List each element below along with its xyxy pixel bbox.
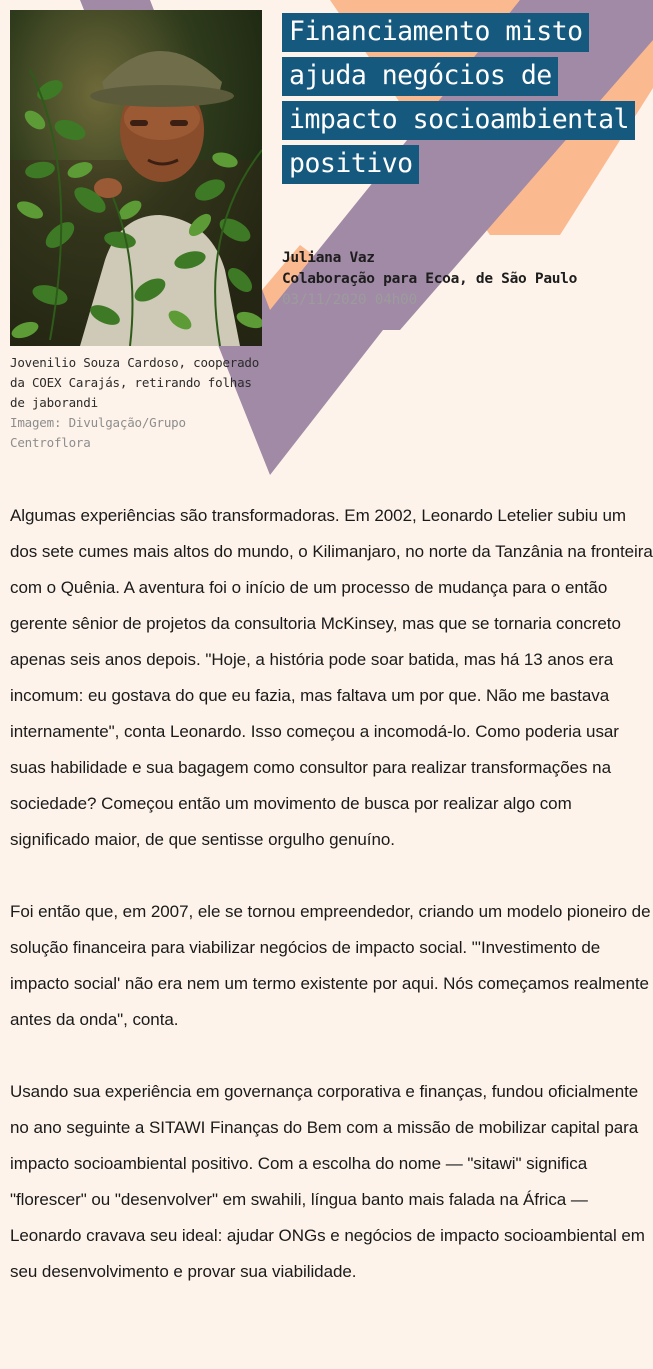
article-body [10, 498, 653, 1326]
photo-credit: Imagem: Divulgação/Grupo Centroflora [10, 415, 186, 450]
article-paragraph-2: Foi então que, em 2007, ele se tornou empreendedor, criando um modelo pioneiro de solução financeira para viabilizar negócios de impacto social. "'Investimento de impacto social' não era nem um termo existente por aqui. Nós começamos realmente antes da onda", conta. [10, 902, 651, 1029]
author-name[interactable]: Juliana Vaz [282, 250, 375, 266]
photo-caption [10, 353, 260, 453]
byline [282, 248, 652, 311]
article-paragraph-3: Usando sua experiência em governança corporativa e finanças, fundou oficialmente no ano seguinte a SITAWI Finanças do Bem com a missão de mobilizar capital para impacto socioambiental positivo. Com a escolha do nome — "sitawi" significa "florescer" ou "desenvolver" em swahili, língua banto mais falada na África — Leonardo cravava seu ideal: ajudar ONGs e negócios de impacto socioambiental em seu desenvolvimento e provar sua viabilidade. [10, 1082, 645, 1281]
article-headline [282, 10, 648, 186]
article-paragraph-1: Algumas experiências são transformadoras. Em 2002, Leonardo Letelier subiu um dos sete cumes mais altos do mundo, o Kilimanjaro, no norte da Tanzânia na fronteira com o Quênia. A aventura foi o início de um processo de mudança para o então gerente sênior de projetos da consultoria McKinsey, mas que se tornaria concreto apenas seis anos depois. "Hoje, a história pode soar batida, mas há 13 anos era incomum: eu gostava do que eu fazia, mas faltava um por que. Não me bastava internamente", conta Leonardo. Isso começou a incomodá-lo. Como poderia usar suas habilidade e sua bagagem como consultor para realizar transformações na sociedade? Começou então um movimento de busca por realizar algo com significado maior, de que sentisse orgulho genuíno. [10, 506, 653, 849]
headline-text: Financiamento misto ajuda negócios de impacto socioambiental positivo [282, 13, 635, 184]
photo-caption-text: Jovenilio Souza Cardoso, cooperado da COEX Carajás, retirando folhas de jaborandi [10, 355, 260, 410]
author-role: Colaboração para Ecoa, de São Paulo [282, 271, 578, 287]
hero-photo-illustration [10, 10, 262, 346]
publish-date: 03/11/2020 04h00 [282, 292, 417, 308]
hero-photo [10, 10, 262, 346]
